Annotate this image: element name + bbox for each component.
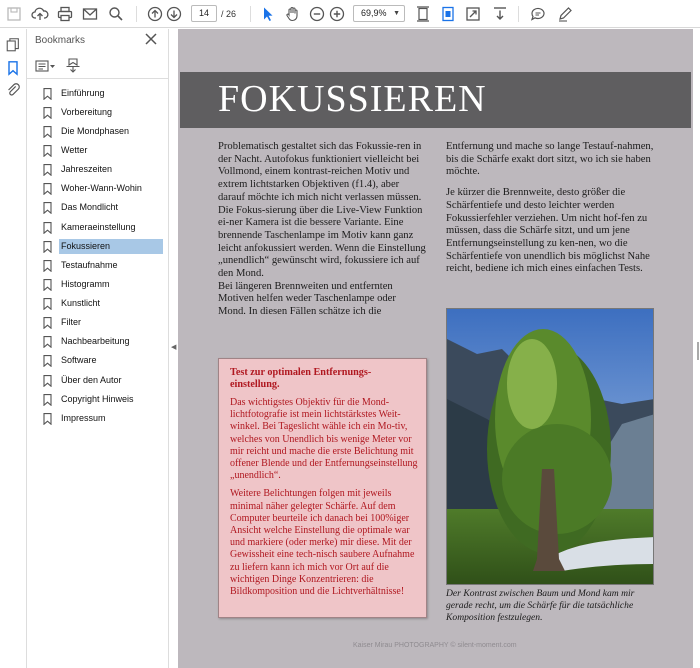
- bookmark-label: Kunstlicht: [61, 298, 101, 308]
- bookmark-icon: [43, 317, 52, 329]
- bookmark-label: Das Mondlicht: [61, 202, 119, 212]
- fit-page-icon[interactable]: [438, 4, 458, 24]
- bookmark-icon: [43, 298, 52, 310]
- bookmark-label: Wetter: [61, 145, 88, 155]
- bookmark-item[interactable]: [43, 123, 163, 140]
- bookmarks-panel: [27, 29, 169, 668]
- bookmark-icon: [43, 260, 52, 272]
- bookmark-item[interactable]: [43, 199, 163, 216]
- bookmark-item[interactable]: [43, 257, 163, 274]
- bookmark-icon: [43, 336, 52, 348]
- zoom-level-select[interactable]: [353, 5, 405, 22]
- bookmark-label: Vorbereitung: [61, 107, 113, 117]
- full-screen-icon[interactable]: [463, 4, 483, 24]
- tip-box: [218, 358, 427, 618]
- scroll-mode-icon[interactable]: [413, 4, 433, 24]
- bookmark-label: Kameraeinstellung: [61, 222, 136, 232]
- bookmark-icon: [43, 222, 52, 234]
- attachments-icon[interactable]: [4, 81, 22, 99]
- bookmark-icon: [43, 88, 52, 100]
- bookmark-label: Über den Autor: [61, 375, 122, 385]
- bookmark-item[interactable]: [43, 410, 163, 427]
- photo-caption: Der Kontrast zwischen Baum und Mond kam mir gerade recht, um die Schärfe für die tatsächliche Komposition festzulegen.: [446, 588, 635, 623]
- bookmark-item[interactable]: [43, 295, 163, 312]
- page-footer: Kaiser Mirau PHOTOGRAPHY © silent-moment.com: [353, 642, 517, 649]
- bookmark-icon: [43, 413, 52, 425]
- bookmark-item[interactable]: [43, 333, 163, 350]
- navigation-rail: [0, 29, 27, 668]
- cloud-upload-icon[interactable]: [30, 4, 50, 24]
- bookmarks-panel-title: Bookmarks: [35, 35, 86, 46]
- bookmark-item[interactable]: [43, 219, 163, 236]
- bookmark-icon: [43, 355, 52, 367]
- close-icon[interactable]: [144, 32, 158, 46]
- chapter-heading: FOKUSSIEREN: [218, 78, 487, 120]
- right-column: [446, 141, 658, 282]
- bookmark-item[interactable]: [43, 391, 163, 408]
- tip-box-title: Test zur optimalen Entfernungs-einstellung.: [230, 367, 372, 390]
- bookmark-item[interactable]: [43, 104, 163, 121]
- tip-paragraph: Das wichtigstes Objektiv für die Mond-lichtfotografie ist mein lichtstärkstes Weit-winkel. Bei Tageslicht wähle ich ein Mo-tiv, welches von Unendlich bis wenige Meter vor mir reicht und mache die erste Belichtung mit offener Blende und der Entfernungseinstellung „unendlich“.: [230, 397, 418, 482]
- bookmark-item[interactable]: [43, 161, 163, 178]
- bookmark-icon: [43, 126, 52, 138]
- bookmark-icon: [43, 164, 52, 176]
- bookmark-label: Impressum: [61, 413, 106, 423]
- bookmark-label: Woher-Wann-Wohin: [61, 183, 142, 193]
- download-icon[interactable]: [490, 4, 510, 24]
- paragraph: Problematisch gestaltet sich das Fokussie-ren in der Nacht. Autofokus funktioniert vielleicht bei Vollmond, einem kontrast-reichen Motiv und extrem lichtstarken Objektiven (f1.4), aber darauf möchte ich mich nicht verlassen müssen. Die Fokus-sierung über die Live-View Funktion ei-ner Kamera ist die bessere Variante. Eine brennende Taschenlampe im Motiv kann ganz leicht anfokussiert werden. Wenn die Einstellung „unendlich“ gewünscht wird, fokussiere ich auf den Mond.: [218, 141, 426, 280]
- bookmark-label: Einführung: [61, 88, 105, 98]
- bookmark-icon: [43, 202, 52, 214]
- paragraph: Bei längeren Brennweiten und entfernten Motiven helfen weder Taschenlampe oder Mond. In diesen Fällen schätze ich die: [218, 280, 396, 318]
- bookmark-icon: [43, 279, 52, 291]
- bookmark-label: Histogramm: [61, 279, 110, 289]
- bookmarks-icon[interactable]: [4, 59, 22, 77]
- bookmark-label: Filter: [61, 317, 81, 327]
- paragraph: Je kürzer die Brennweite, desto größer die Schärfentiefe und desto leichter werden Fokussierfehler verziehen. Um nicht hof-fen zu müssen, dass die Schärfe sitzt, und um jene Entfernungseinstellung zu ken-nen, wo die Schärfentiefe von unendlich bis möglichst Nahe reicht, bediene ich mich eines einfachen Tests.: [446, 187, 650, 275]
- expand-bookmark-icon[interactable]: [65, 56, 81, 74]
- zoom-out-icon[interactable]: [307, 4, 327, 24]
- comment-icon[interactable]: [528, 4, 548, 24]
- toolbar: [0, 0, 700, 28]
- collapse-arrow-icon[interactable]: ◀: [171, 344, 177, 351]
- previous-page-icon[interactable]: [145, 4, 165, 24]
- bookmark-options-icon[interactable]: [35, 59, 57, 73]
- tip-paragraph: Weitere Belichtungen folgen mit jeweils minimal näher gelegter Schärfe. Auf dem Computer beurteile ich danach bei 100%iger Ansicht welche Einstellung die optimale war und markiere (oder merke) mir diese. Mit der Gewissheit eine tech-nisch saubere Aufnahme zu liefern kann ich mich vor Ort auf die wichtigen Dinge Konzentrieren: die Bildkomposition und die Lichtverhältnisse!: [230, 488, 415, 598]
- bookmark-item[interactable]: [43, 180, 163, 197]
- bookmark-item[interactable]: [43, 314, 163, 331]
- bookmark-item[interactable]: [43, 352, 163, 369]
- left-column: [218, 141, 426, 325]
- vertical-scrollbar[interactable]: [693, 29, 700, 668]
- bookmark-item[interactable]: [43, 276, 163, 293]
- bookmark-label: Testaufnahme: [61, 260, 118, 270]
- bookmarks-toolbar: [27, 53, 168, 79]
- select-cursor-icon[interactable]: [258, 4, 278, 24]
- page-number-input[interactable]: 14: [191, 5, 217, 22]
- bookmark-icon: [43, 145, 52, 157]
- scrollbar-thumb[interactable]: [697, 342, 699, 360]
- pen-icon[interactable]: [555, 4, 575, 24]
- bookmark-label: Copyright Hinweis: [61, 394, 134, 404]
- bookmark-icon: [43, 394, 52, 406]
- zoom-level-value: 69,9%: [361, 8, 387, 18]
- bookmark-label: Jahreszeiten: [61, 164, 113, 174]
- bookmark-item[interactable]: [43, 238, 163, 255]
- bookmark-icon: [43, 107, 52, 119]
- bookmark-icon: [43, 183, 52, 195]
- bookmark-item[interactable]: [43, 85, 163, 102]
- next-page-icon[interactable]: [164, 4, 184, 24]
- search-icon[interactable]: [106, 4, 126, 24]
- print-icon[interactable]: [55, 4, 75, 24]
- bookmark-item[interactable]: [43, 142, 163, 159]
- page-thumbnails-icon[interactable]: [4, 36, 22, 54]
- bookmark-icon: [43, 241, 52, 253]
- bookmark-label: Fokussieren: [59, 239, 163, 254]
- panel-splitter[interactable]: [169, 29, 178, 668]
- page-total: / 26: [221, 9, 237, 19]
- bookmark-label: Nachbearbeitung: [61, 336, 130, 346]
- email-icon[interactable]: [80, 4, 100, 24]
- bookmark-item[interactable]: [43, 372, 163, 389]
- save-icon[interactable]: [4, 4, 24, 24]
- hand-tool-icon[interactable]: [283, 4, 303, 24]
- bookmark-label: Software: [61, 355, 97, 365]
- zoom-in-icon[interactable]: [327, 4, 347, 24]
- paragraph: Entfernung und mache so lange Testauf-nahmen, bis die Schärfe exakt dort sitzt, wo ich sie haben möchte.: [446, 141, 654, 178]
- bookmark-label: Die Mondphasen: [61, 126, 130, 136]
- bookmark-icon: [43, 375, 52, 387]
- chevron-down-icon: ▼: [393, 10, 400, 17]
- tree-photo: [446, 308, 654, 585]
- chapter-banner: [180, 72, 691, 128]
